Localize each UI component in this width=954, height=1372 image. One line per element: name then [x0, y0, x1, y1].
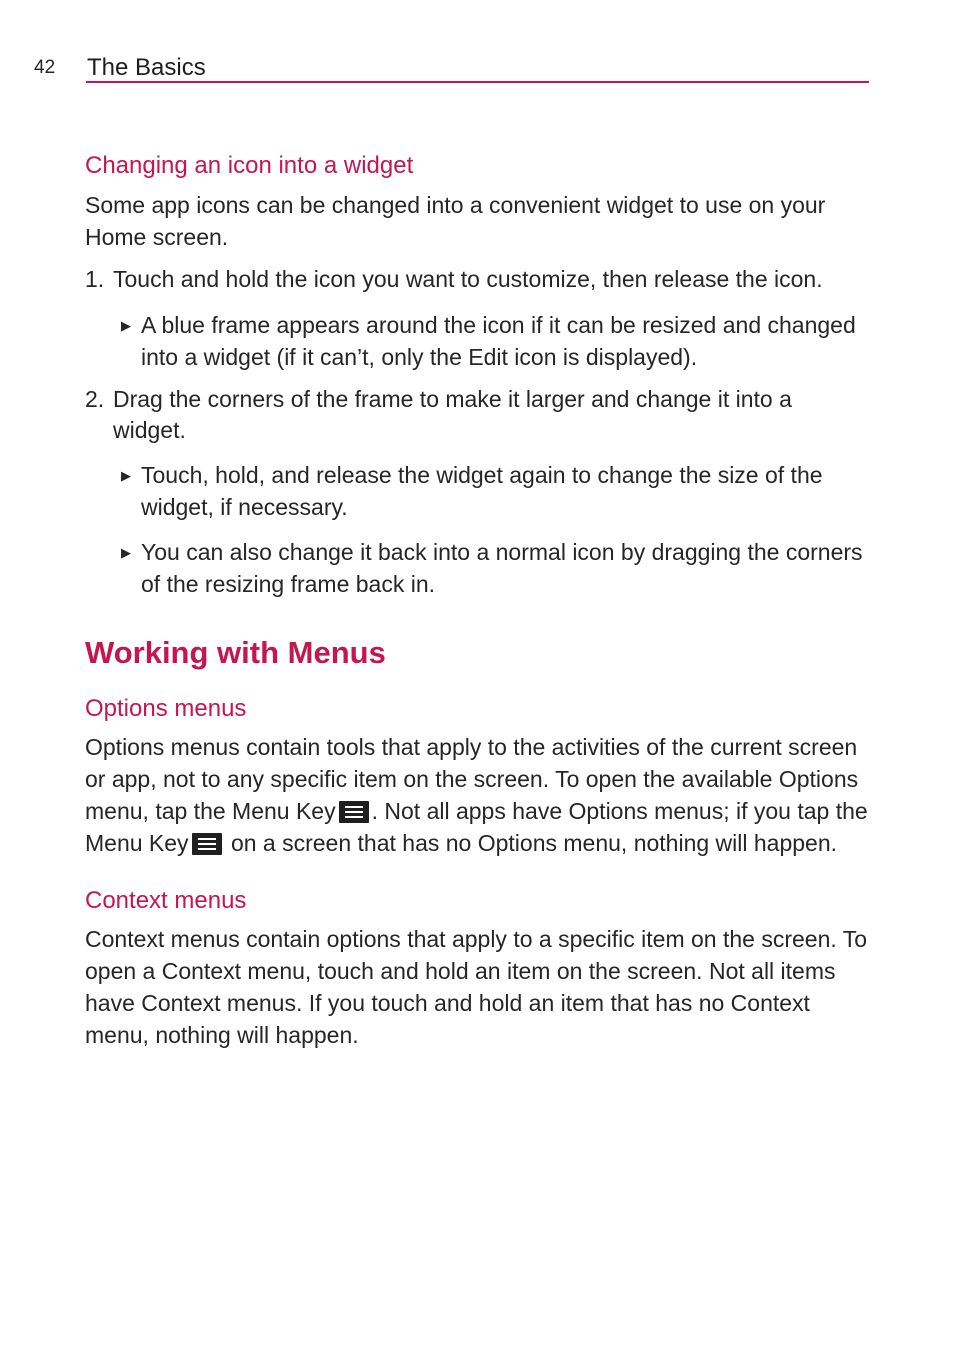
- step-item: [85, 264, 869, 295]
- bullet-item: [85, 536, 869, 600]
- menu-key-label: Menu Key: [85, 830, 189, 856]
- header-rule: [86, 81, 869, 83]
- widget-intro: Some app icons can be changed into a convenient widget to use on your Home screen.: [85, 192, 826, 250]
- bullet-text: Touch, hold, and release the widget again to change the size of the widget, if necessary.: [141, 462, 823, 520]
- options-text-part: . Not all apps have Options menus; if you tap the: [371, 798, 868, 824]
- section-title: The Basics: [87, 54, 206, 81]
- menu-key-icon: [339, 801, 369, 823]
- bullet-arrow-icon: ▶: [121, 318, 131, 333]
- menu-key-icon: [192, 833, 222, 855]
- step-number: 1.: [85, 266, 105, 292]
- step-text: Drag the corners of the frame to make it larger and change it into a widget.: [113, 386, 792, 443]
- page-number: 42: [34, 57, 56, 78]
- widget-heading: Changing an icon into a widget: [85, 152, 414, 179]
- bullet-text: A blue frame appears around the icon if it can be resized and changed into a widget (if it can’t, only the Edit icon is displayed).: [141, 312, 856, 370]
- options-text-part: Options menus contain tools that apply to the activities of the current screen or app, not to any specific item on the screen. To open the available Options menu, tap the: [85, 734, 859, 824]
- context-menus-heading: Context menus: [85, 887, 247, 914]
- context-menus-body: Context menus contain options that apply to a specific item on the screen. To open a Context menu, touch and hold an item on the screen. Not all items have Context menus. If you touch and hold an item that has no Context menu, nothing will happen.: [85, 926, 868, 1048]
- bullet-text: You can also change it back into a normal icon by dragging the corners of the resizing frame back in.: [141, 539, 863, 597]
- options-text-part: on a screen that has no Options menu, nothing will happen.: [224, 830, 838, 856]
- menu-key-label: Menu Key: [232, 798, 336, 824]
- step-text: Touch and hold the icon you want to customize, then release the icon.: [113, 266, 823, 292]
- menus-heading: Working with Menus: [85, 635, 386, 670]
- page-content: [85, 150, 869, 1051]
- bullet-arrow-icon: ▶: [121, 545, 131, 560]
- options-menus-body: [85, 731, 869, 859]
- bullet-item: [85, 309, 869, 373]
- bullet-arrow-icon: ▶: [121, 468, 131, 483]
- bullet-item: [85, 459, 869, 523]
- options-menus-heading: Options menus: [85, 695, 247, 722]
- step-item: [85, 384, 869, 446]
- step-number: 2.: [85, 386, 105, 412]
